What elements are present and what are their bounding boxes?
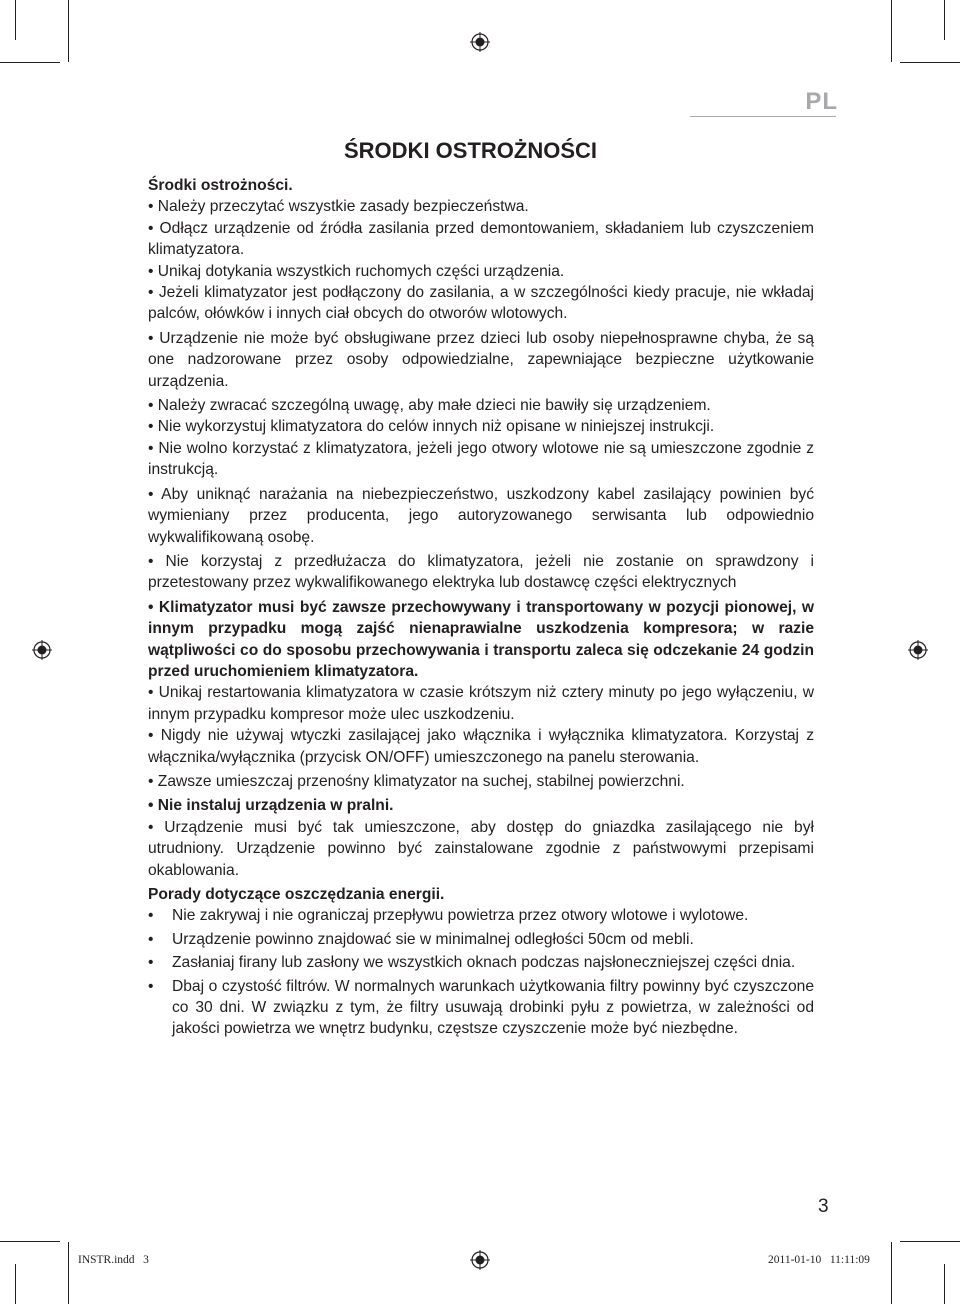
list-item bbox=[148, 976, 814, 1040]
crop-mark bbox=[15, 1264, 16, 1304]
registration-mark-icon bbox=[32, 640, 52, 660]
crop-mark bbox=[944, 0, 945, 40]
paragraph: • Unikaj dotykania wszystkich ruchomych części urządzenia. bbox=[148, 262, 565, 280]
paragraph: • Nie korzystaj z przedłużacza do klimatyzatora, jeżeli nie zostanie on sprawdzony i przetestowany przez wykwalifikowanego elektryka lub dostawcę części elektrycznych bbox=[148, 552, 814, 592]
paragraph: • Klimatyzator musi być zawsze przechowywany i transportowany w pozycji pionowej, w innym przypadku mogą zajść nienaprawialne uszkodzenia kompresora; w razie wątpliwości co do sposobu przechowywania i transportu zaleca się odczekanie 24 godzin przed uruchomieniem klimatyzatora. bbox=[148, 598, 814, 680]
crop-mark bbox=[15, 0, 16, 40]
paragraph: • Urządzenie musi być tak umieszczone, aby dostęp do gniazdka zasilającego nie był utrudniony. Urządzenie powinno być zainstalowane zgodnie z państwowymi przepisami okablowania. bbox=[148, 818, 814, 879]
tip-text: Dbaj o czystość filtrów. W normalnych warunkach użytkowania filtry powinny być czyszczone co 30 dni. W związku z tym, że filtry usuwają drobinki pyłu z powietrza, w zależności od jakości powietrza we wnętrz budynku, częstsze czyszczenie może być niezbędne. bbox=[172, 977, 814, 1038]
footer-file: INSTR.indd 3 bbox=[78, 1254, 149, 1266]
page-title: ŚRODKI OSTROŻNOŚCI bbox=[344, 138, 598, 163]
bullet: • bbox=[148, 954, 154, 972]
bullet: • bbox=[148, 930, 154, 948]
crop-mark bbox=[891, 0, 892, 62]
registration-mark-icon bbox=[470, 32, 490, 52]
crop-mark bbox=[900, 1241, 960, 1242]
section-heading: Środki ostrożności. bbox=[148, 177, 293, 194]
paragraph: • Unikaj restartowania klimatyzatora w czasie krótszym niż cztery minuty po jego wyłączeniu, w innym przypadku kompresor może ulec uszkodzeniu. bbox=[148, 684, 814, 723]
registration-mark-icon bbox=[470, 1250, 490, 1270]
document-body bbox=[148, 175, 814, 1042]
crop-mark bbox=[0, 1241, 60, 1242]
crop-mark bbox=[900, 62, 960, 63]
tip-text: Zasłaniaj firany lub zasłony we wszystkich oknach podczas najsłoneczniejszej części dnia. bbox=[172, 954, 796, 972]
paragraph: • Nie instaluj urządzenia w pralni. bbox=[148, 797, 394, 815]
footer-timestamp: 2011-01-10 11:11:09 bbox=[768, 1254, 870, 1266]
list-item bbox=[148, 952, 814, 973]
paragraph: • Zawsze umieszczaj przenośny klimatyzator na suchej, stabilnej powierzchni. bbox=[148, 772, 685, 790]
paragraph: • Nie wykorzystuj klimatyzatora do celów innych niż opisane w niniejszej instrukcji. bbox=[148, 418, 715, 436]
crop-mark bbox=[0, 62, 60, 63]
tips-heading: Porady dotyczące oszczędzania energii. bbox=[148, 886, 445, 903]
tips-list bbox=[148, 905, 814, 1039]
registration-mark-icon bbox=[908, 640, 928, 660]
tip-text: Urządzenie powinno znajdować sie w minimalnej odległości 50cm od mebli. bbox=[172, 930, 694, 948]
language-tag: PL bbox=[805, 88, 838, 115]
paragraph: • Jeżeli klimatyzator jest podłączony do zasilania, a w szczególności kiedy pracuje, nie wkładaj palców, ołówków i innych ciał obcych do otworów wlotowych. bbox=[148, 284, 814, 323]
paragraph: • Należy przeczytać wszystkie zasady bezpieczeństwa. bbox=[148, 198, 529, 216]
bullet: • bbox=[148, 977, 154, 995]
page-number: 3 bbox=[818, 1196, 829, 1217]
paragraph: • Należy zwracać szczególną uwagę, aby małe dzieci nie bawiły się urządzeniem. bbox=[148, 397, 711, 415]
paragraph: • Odłącz urządzenie od źródła zasilania przed demontowaniem, składaniem lub czyszczeniem klimatyzatora. bbox=[148, 219, 814, 259]
list-item bbox=[148, 905, 814, 926]
tip-text: Nie zakrywaj i nie ograniczaj przepływu powietrza przez otwory wlotowe i wylotowe. bbox=[172, 907, 749, 925]
crop-mark bbox=[68, 1242, 69, 1304]
crop-mark bbox=[944, 1264, 945, 1304]
paragraph: • Nie wolno korzystać z klimatyzatora, jeżeli jego otwory wlotowe nie są umieszczone zgodnie z instrukcją. bbox=[148, 439, 814, 479]
paragraph: • Nigdy nie używaj wtyczki zasilającej jako włącznika i wyłącznika klimatyzatora. Korzystaj z włącznika/wyłącznika (przycisk ON/OFF) umieszczonego na panelu sterowania. bbox=[148, 727, 814, 766]
list-item bbox=[148, 929, 814, 950]
paragraph: • Urządzenie nie może być obsługiwane przez dzieci lub osoby niepełnosprawne chyba, że są one nadzorowane przez osoby odpowiedzialne, zapewniające bezpieczne użytkowanie urządzenia. bbox=[148, 329, 814, 390]
bullet: • bbox=[148, 907, 154, 925]
language-tag-rule bbox=[690, 116, 836, 117]
crop-mark bbox=[68, 0, 69, 62]
paragraph: • Aby uniknąć narażania na niebezpieczeństwo, uszkodzony kabel zasilający powinien być wymieniany przez producenta, jego autoryzowanego serwisanta lub odpowiednio wykwalifikowaną osobę. bbox=[148, 485, 814, 546]
crop-mark bbox=[891, 1242, 892, 1304]
